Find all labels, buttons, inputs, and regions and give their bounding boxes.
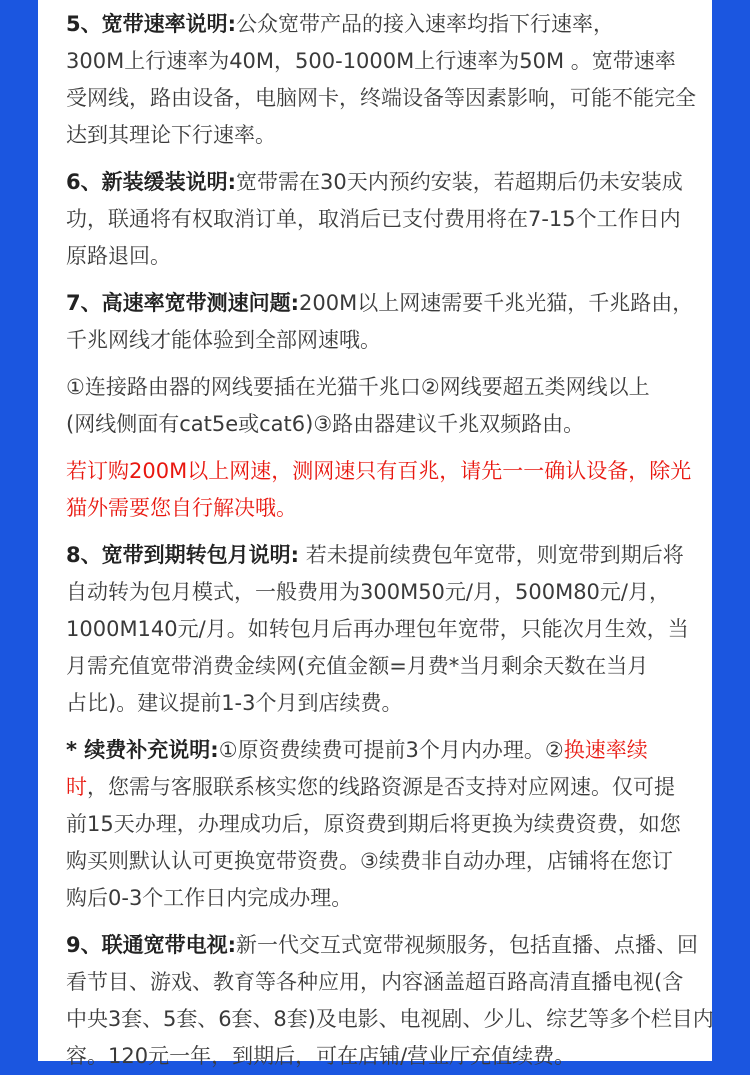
section-s8 [66, 537, 712, 722]
body-text: 原路退回。 [66, 244, 171, 268]
text-line [66, 406, 712, 443]
highlight-text: 猫外需要您自行解决哦。 [66, 496, 297, 520]
text-line [66, 238, 712, 275]
text-line [66, 648, 712, 685]
body-text: 月需充值宽带消费金续网(充值金额=月费*当月剩余天数在当月 [66, 654, 649, 678]
text-line [66, 164, 712, 201]
section-s-renew [66, 732, 712, 917]
body-text: 宽带需在30天内预约安装，若超期后仍未安装成 [236, 170, 683, 194]
body-text: 公众宽带产品的接入速率均指下行速率， [236, 12, 615, 36]
body-text: 1000M140元/月。如转包月后再办理包年宽带，只能次月生效，当 [66, 617, 689, 641]
text-line [66, 43, 712, 80]
body-text: 功，联通将有权取消订单，取消后已支付费用将在7-15个工作日内 [66, 207, 681, 231]
body-text: 容。120元一年，到期后，可在店铺/营业厅充值续费。 [66, 1044, 576, 1068]
body-text: 占比)。建议提前1-3个月到店续费。 [66, 691, 403, 715]
body-text: 购买则默认认可更换宽带资费。③续费非自动办理，店铺将在您订 [66, 849, 673, 873]
body-text: 若未提前续费包年宽带，则宽带到期后将 [299, 543, 684, 567]
body-text: 购后0-3个工作日内完成办理。 [66, 886, 353, 910]
body-text: 看节目、游戏、教育等各种应用，内容涵盖超百路高清直播电视(含 [66, 970, 684, 994]
section-heading: 6、新装缓装说明: [66, 170, 237, 194]
text-line [66, 769, 712, 806]
text-line [66, 611, 712, 648]
text-line [66, 964, 712, 1001]
text-line [66, 927, 712, 964]
text-line [66, 490, 712, 527]
text-line [66, 843, 712, 880]
body-text: 自动转为包月模式，一般费用为300M50元/月，500M80元/月， [66, 580, 670, 604]
section-heading: 8、宽带到期转包月说明: [66, 543, 300, 567]
body-text: 达到其理论下行速率。 [66, 123, 276, 147]
body-text: ，您需与客服联系核实您的线路资源是否支持对应网速。仅可提 [87, 775, 675, 799]
section-s7 [66, 285, 712, 359]
text-line [66, 537, 712, 574]
text-line [66, 732, 712, 769]
text-line [66, 285, 712, 322]
text-line [66, 117, 712, 154]
body-text: 前15天办理，办理成功后，原资费到期后将更换为续费资费，如您 [66, 812, 681, 836]
body-text: 新一代交互式宽带视频服务，包括直播、点播、回 [236, 933, 699, 957]
text-line [66, 369, 712, 406]
text-line [66, 880, 712, 917]
text-line [66, 201, 712, 238]
section-heading: 5、宽带速率说明: [66, 12, 237, 36]
text-line [66, 1001, 712, 1038]
body-text: 千兆网线才能体验到全部网速哦。 [66, 328, 381, 352]
text-line [66, 1038, 712, 1075]
text-line [66, 6, 712, 43]
content-panel [38, 0, 714, 1068]
body-text: ①连接路由器的网线要插在光猫千兆口②网线要超五类网线以上 [66, 375, 650, 399]
body-text: 受网线，路由设备，电脑网卡，终端设备等因素影响，可能不能完全 [66, 86, 696, 110]
section-s5 [66, 6, 712, 154]
section-heading: 7、高速率宽带测速问题: [66, 291, 300, 315]
body-text: 300M上行速率为40M，500-1000M上行速率为50M 。宽带速率 [66, 49, 676, 73]
body-text: (网线侧面有cat5e或cat6)③路由器建议千兆双频路由。 [66, 412, 585, 436]
section-s9 [66, 927, 712, 1075]
text-line [66, 80, 712, 117]
text-line [66, 574, 712, 611]
section-s7-warning [66, 453, 712, 527]
text-line [66, 685, 712, 722]
highlight-text: 换速率续 [563, 738, 648, 762]
section-heading: 9、联通宽带电视: [66, 933, 237, 957]
section-s7-note [66, 369, 712, 443]
highlight-text: 若订购200M以上网速，测网速只有百兆，请先一一确认设备，除光 [66, 459, 692, 483]
text-line [66, 806, 712, 843]
body-text: 200M以上网速需要千兆光猫，千兆路由， [299, 291, 694, 315]
text-line [66, 453, 712, 490]
section-heading: * 续费补充说明: [66, 738, 219, 762]
body-text: 中央3套、5套、6套、8套)及电影、电视剧、少儿、综艺等多个栏目内 [66, 1007, 714, 1031]
section-s6 [66, 164, 712, 275]
text-line [66, 322, 712, 359]
body-text: ①原资费续费可提前3个月内办理。② [218, 738, 564, 762]
highlight-text: 时 [66, 775, 87, 799]
